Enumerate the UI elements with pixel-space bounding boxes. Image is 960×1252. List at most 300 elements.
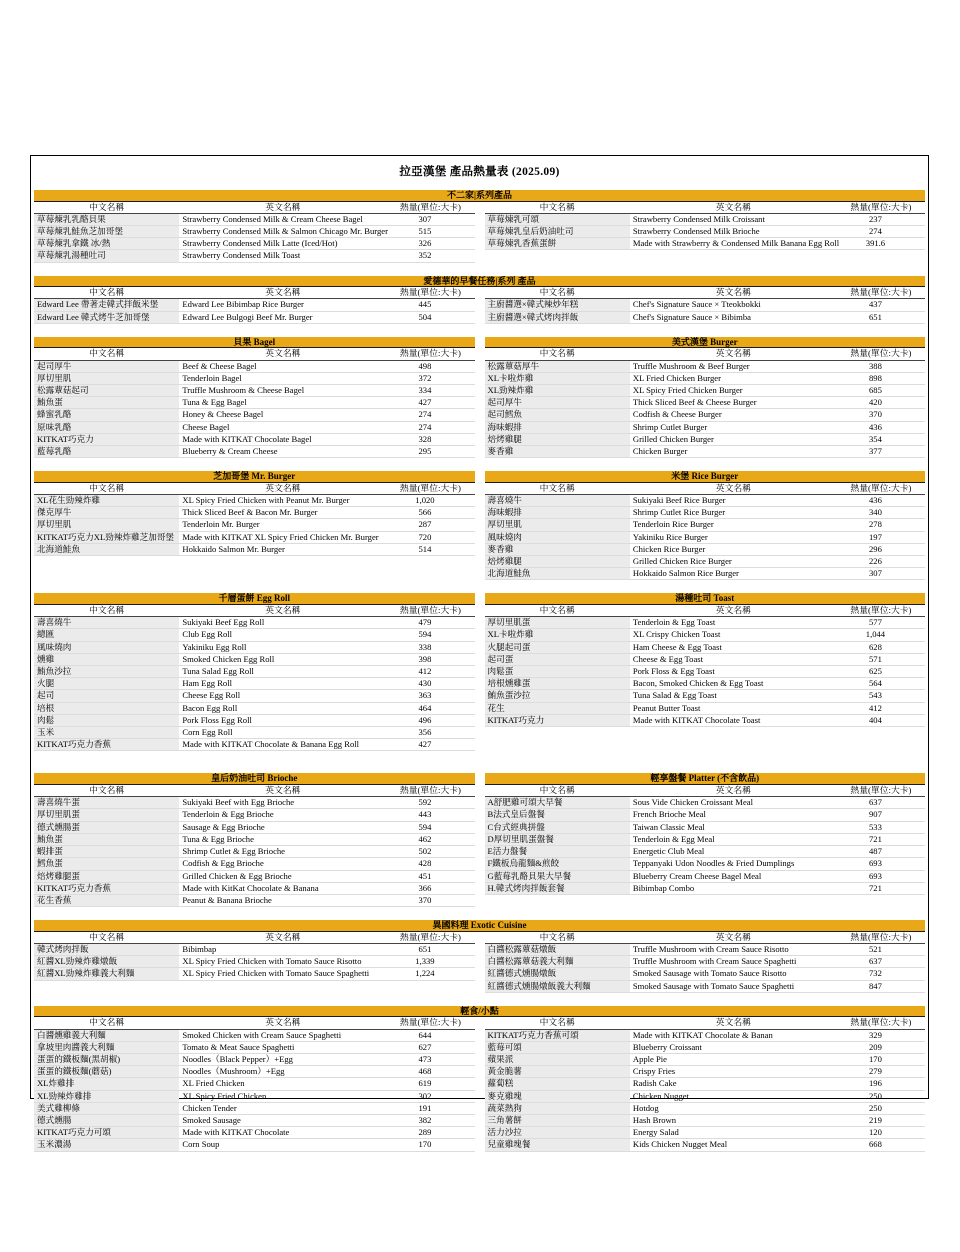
table-row	[34, 821, 475, 833]
section-columns	[34, 337, 925, 458]
item-name-en: Sausage & Egg Brioche	[179, 821, 386, 833]
item-name-zh: 紅醬XL勁辣炸雞燉飯	[34, 956, 179, 968]
right-table-wrap	[485, 773, 926, 894]
item-calories: 219	[837, 1114, 925, 1126]
item-calories: 412	[837, 702, 925, 714]
item-name-en: Peanut & Banana Brioche	[179, 894, 386, 906]
column-header-row	[485, 287, 926, 299]
column-header-zh: 中文名稱	[485, 1017, 630, 1029]
item-name-zh: 蝦排蛋	[34, 846, 179, 858]
table-row	[34, 385, 475, 397]
column-header-cal: 熱量(單位:大卡)	[386, 348, 474, 360]
item-name-zh: 培根燻雞蛋	[485, 678, 630, 690]
column-header-zh: 中文名稱	[485, 605, 630, 617]
item-name-en: Hash Brown	[630, 1114, 837, 1126]
item-calories: 594	[386, 821, 474, 833]
item-name-en: Smoked Sausage	[179, 1114, 386, 1126]
item-name-zh: KITKAT巧克力香蕉	[34, 739, 179, 751]
column-header-zh: 中文名稱	[34, 785, 179, 797]
item-name-zh: 德式燻腸蛋	[34, 821, 179, 833]
table-row	[485, 446, 926, 458]
table-row	[34, 519, 475, 531]
table-row	[485, 714, 926, 726]
item-name-zh: 厚切里肌蛋	[485, 617, 630, 629]
table-row	[34, 641, 475, 653]
table-row	[485, 846, 926, 858]
table-row	[485, 1139, 926, 1151]
item-calories: 398	[386, 653, 474, 665]
item-calories: 445	[386, 299, 474, 311]
item-name-en: Noodles（Black Pepper）+Egg	[179, 1053, 386, 1065]
item-calories: 302	[386, 1090, 474, 1102]
item-calories: 637	[837, 797, 925, 809]
item-calories: 651	[386, 943, 474, 955]
item-name-zh: 肉鬆蛋	[485, 666, 630, 678]
item-name-zh: 北海道鮭魚	[485, 568, 630, 580]
table-row	[485, 870, 926, 882]
column-header-en: 英文名稱	[179, 605, 386, 617]
item-name-zh: 紅醬XL勁辣炸雞義大利麵	[34, 968, 179, 980]
left-table-wrap	[34, 287, 475, 324]
section-columns	[34, 1017, 925, 1151]
item-name-zh: 起司	[34, 690, 179, 702]
item-name-zh: 蛋蛋的鐵板麵(黑胡椒)	[34, 1053, 179, 1065]
item-name-zh: 松露蕈菇起司	[34, 385, 179, 397]
table-row	[485, 385, 926, 397]
item-name-zh: XL勁辣炸雞排	[34, 1090, 179, 1102]
item-name-zh: 草莓煉乳湯種吐司	[34, 250, 179, 262]
column-header-en: 英文名稱	[179, 483, 386, 495]
section-header-band: 千層蛋餅 Egg Roll	[34, 593, 475, 605]
item-name-en: Hotdog	[630, 1102, 837, 1114]
right-table-wrap	[485, 1017, 926, 1151]
section-header-band: 美式漢堡 Burger	[485, 337, 926, 349]
column-header-row	[485, 605, 926, 617]
item-name-zh: 火腿起司蛋	[485, 641, 630, 653]
table-row	[485, 666, 926, 678]
table-row	[34, 250, 475, 262]
item-name-zh: 蛋蛋的鐵板麵(蘑菇)	[34, 1066, 179, 1078]
table-row	[34, 653, 475, 665]
column-header-cal: 熱量(單位:大卡)	[837, 348, 925, 360]
item-name-zh: 總匯	[34, 629, 179, 641]
calorie-table	[485, 483, 926, 581]
item-calories: 278	[837, 519, 925, 531]
item-name-en: Chef's Signature Sauce × Tteokbokki	[630, 299, 837, 311]
column-header-zh: 中文名稱	[485, 785, 630, 797]
table-row	[485, 556, 926, 568]
item-name-en: Strawberry Condensed Milk Croissant	[630, 213, 837, 225]
item-name-en: Tuna Salad Egg Roll	[179, 666, 386, 678]
item-calories: 279	[837, 1066, 925, 1078]
table-row	[34, 360, 475, 372]
item-calories: 566	[386, 507, 474, 519]
column-header-cal: 熱量(單位:大卡)	[386, 202, 474, 214]
column-header-zh: 中文名稱	[485, 202, 630, 214]
item-name-zh: 玉米濃湯	[34, 1139, 179, 1151]
item-calories: 289	[386, 1127, 474, 1139]
column-header-zh: 中文名稱	[34, 483, 179, 495]
item-name-zh: 原味乳酪	[34, 421, 179, 433]
item-name-zh: KITKAT巧克力	[485, 714, 630, 726]
item-calories: 514	[386, 543, 474, 555]
item-name-zh: KITKAT巧克力可頌	[34, 1127, 179, 1139]
table-row	[485, 543, 926, 555]
item-name-zh: 黃金脆薯	[485, 1066, 630, 1078]
item-name-en: Tenderloin Mr. Burger	[179, 519, 386, 531]
calorie-table	[485, 287, 926, 324]
column-header-zh: 中文名稱	[34, 287, 179, 299]
table-row	[485, 409, 926, 421]
item-calories: 515	[386, 226, 474, 238]
column-header-zh: 中文名稱	[485, 348, 630, 360]
item-name-en: Smoked Sausage with Tomato Sauce Spaghetti	[630, 980, 837, 992]
item-calories: 668	[837, 1139, 925, 1151]
item-name-zh: 草莓煉乳可頌	[485, 213, 630, 225]
item-name-en: XL Crispy Chicken Toast	[630, 629, 837, 641]
item-name-en: Made with Strawberry & Condensed Milk Banana Egg Roll	[630, 238, 837, 250]
item-calories: 693	[837, 870, 925, 882]
item-calories: 1,339	[386, 956, 474, 968]
item-name-en: Sous Vide Chicken Croissant Meal	[630, 797, 837, 809]
table-row	[34, 1114, 475, 1126]
table-row	[34, 968, 475, 980]
item-name-zh: XL炸雞排	[34, 1078, 179, 1090]
table-row	[485, 702, 926, 714]
table-row	[485, 1102, 926, 1114]
item-name-en: Bibimbap Combo	[630, 882, 837, 894]
item-name-zh: 厚切里肌蛋	[34, 809, 179, 821]
calorie-table	[34, 348, 475, 458]
item-name-zh: 起司鱈魚	[485, 409, 630, 421]
item-name-zh: 蜂蜜乳酪	[34, 409, 179, 421]
calorie-table	[485, 348, 926, 458]
item-name-en: Blueberry Cream Cheese Bagel Meal	[630, 870, 837, 882]
item-calories: 274	[386, 409, 474, 421]
item-name-en: Made with KITKAT Chocolate & Banan	[630, 1029, 837, 1041]
table-row	[34, 421, 475, 433]
item-name-en: Energetic Club Meal	[630, 846, 837, 858]
table-row	[485, 1053, 926, 1065]
item-name-en: Strawberry Condensed Milk Brioche	[630, 226, 837, 238]
item-calories: 443	[386, 809, 474, 821]
column-header-row	[485, 785, 926, 797]
table-row	[34, 629, 475, 641]
menu-section	[34, 276, 925, 324]
section-header-band: 不二家|系列產品	[34, 190, 925, 202]
item-calories: 594	[386, 629, 474, 641]
column-header-cal: 熱量(單位:大卡)	[837, 483, 925, 495]
item-name-zh: E活力盤餐	[485, 846, 630, 858]
table-row	[34, 833, 475, 845]
item-name-zh: 鱈魚蛋	[34, 858, 179, 870]
table-row	[485, 968, 926, 980]
table-row	[485, 495, 926, 507]
item-calories: 363	[386, 690, 474, 702]
item-calories: 437	[837, 299, 925, 311]
menu-section	[34, 1006, 925, 1152]
item-calories: 307	[837, 568, 925, 580]
item-name-en: Codfish & Egg Brioche	[179, 858, 386, 870]
column-header-en: 英文名稱	[179, 202, 386, 214]
item-calories: 412	[386, 666, 474, 678]
item-calories: 1,224	[386, 968, 474, 980]
item-calories: 287	[386, 519, 474, 531]
item-calories: 521	[837, 943, 925, 955]
left-table-wrap	[34, 593, 475, 751]
column-header-row	[485, 202, 926, 214]
item-calories: 685	[837, 385, 925, 397]
column-header-zh: 中文名稱	[34, 932, 179, 944]
item-name-en: Corn Egg Roll	[179, 727, 386, 739]
item-name-zh: 培根	[34, 702, 179, 714]
item-name-zh: 白醬燻雞義大利麵	[34, 1029, 179, 1041]
column-header-cal: 熱量(單位:大卡)	[837, 287, 925, 299]
item-name-en: Teppanyaki Udon Noodles & Fried Dumplings	[630, 858, 837, 870]
item-calories: 1,020	[386, 495, 474, 507]
table-row	[485, 943, 926, 955]
item-name-en: Tenderloin & Egg Brioche	[179, 809, 386, 821]
table-row	[34, 617, 475, 629]
item-calories: 326	[386, 238, 474, 250]
item-name-zh: 鮪魚蛋沙拉	[485, 690, 630, 702]
item-name-en: Made with KitKat Chocolate & Banana	[179, 882, 386, 894]
item-name-en: Chef's Signature Sauce × Bibimba	[630, 311, 837, 323]
item-name-zh: XL勁辣炸雞	[485, 385, 630, 397]
section-columns	[34, 593, 925, 751]
column-header-zh: 中文名稱	[34, 605, 179, 617]
item-name-zh: 花生	[485, 702, 630, 714]
section-columns	[34, 773, 925, 907]
item-name-zh: 風味燒肉	[485, 531, 630, 543]
item-name-en: Truffle Mushroom with Cream Sauce Spaghetti	[630, 956, 837, 968]
item-name-zh: 草莓煉乳皇后奶油吐司	[485, 226, 630, 238]
item-calories: 356	[386, 727, 474, 739]
item-name-en: Grilled Chicken & Egg Brioche	[179, 870, 386, 882]
item-calories: 296	[837, 543, 925, 555]
section-header-band: 異國料理 Exotic Cuisine	[34, 920, 925, 932]
table-row	[34, 870, 475, 882]
item-calories: 427	[386, 739, 474, 751]
table-row	[34, 1102, 475, 1114]
table-row	[34, 1078, 475, 1090]
item-name-en: Pork Floss Egg Roll	[179, 714, 386, 726]
column-header-cal: 熱量(單位:大卡)	[837, 785, 925, 797]
right-table-wrap	[485, 471, 926, 580]
table-row	[34, 372, 475, 384]
calorie-table	[34, 932, 475, 981]
column-header-cal: 熱量(單位:大卡)	[386, 932, 474, 944]
item-name-en: Chicken Nugget	[630, 1090, 837, 1102]
table-row	[34, 1066, 475, 1078]
item-name-zh: 起司蛋	[485, 653, 630, 665]
item-name-en: Codfish & Cheese Burger	[630, 409, 837, 421]
item-name-en: Noodles（Mushroom）+Egg	[179, 1066, 386, 1078]
item-calories: 619	[386, 1078, 474, 1090]
table-row	[485, 1114, 926, 1126]
menu-section	[34, 773, 925, 907]
item-name-en: Bacon, Smoked Chicken & Egg Toast	[630, 678, 837, 690]
section-header-band: 芝加哥堡 Mr. Burger	[34, 471, 475, 483]
item-calories: 625	[837, 666, 925, 678]
item-name-en: Blueberry & Cream Cheese	[179, 446, 386, 458]
table-row	[485, 568, 926, 580]
item-name-en: Made with KITKAT Chocolate & Banana Egg Roll	[179, 739, 386, 751]
item-name-en: Peanut Butter Toast	[630, 702, 837, 714]
column-header-row	[34, 932, 475, 944]
item-name-en: Truffle Mushroom & Cheese Bagel	[179, 385, 386, 397]
item-calories: 340	[837, 507, 925, 519]
item-name-en: Club Egg Roll	[179, 629, 386, 641]
item-name-zh: 壽喜燒牛	[485, 495, 630, 507]
item-name-en: Shrimp Cutlet Burger	[630, 421, 837, 433]
column-header-row	[34, 605, 475, 617]
item-name-zh: 麥克雞塊	[485, 1090, 630, 1102]
item-name-en: Strawberry Condensed Milk Toast	[179, 250, 386, 262]
column-header-zh: 中文名稱	[485, 932, 630, 944]
item-name-zh: 海味蝦排	[485, 421, 630, 433]
right-table-wrap	[485, 337, 926, 458]
item-calories: 209	[837, 1041, 925, 1053]
item-name-zh: 紅醬德式燻腸燉飯義大利麵	[485, 980, 630, 992]
item-name-zh: 白醬松露蕈菇義大利麵	[485, 956, 630, 968]
item-name-en: Thick Sliced Beef & Cheese Burger	[630, 397, 837, 409]
table-row	[485, 858, 926, 870]
item-name-zh: F鐵板烏龍麵&煎餃	[485, 858, 630, 870]
table-row	[485, 809, 926, 821]
item-calories: 451	[386, 870, 474, 882]
table-row	[34, 495, 475, 507]
table-row	[485, 882, 926, 894]
item-calories: 328	[386, 433, 474, 445]
table-row	[34, 446, 475, 458]
item-name-en: Corn Soup	[179, 1139, 386, 1151]
table-row	[34, 531, 475, 543]
item-name-zh: 起司厚牛	[34, 360, 179, 372]
item-name-zh: 活力沙拉	[485, 1127, 630, 1139]
item-name-zh: B法式皇后盤餐	[485, 809, 630, 821]
column-header-row	[34, 348, 475, 360]
item-calories: 420	[837, 397, 925, 409]
item-calories: 592	[386, 797, 474, 809]
item-calories: 436	[837, 421, 925, 433]
item-name-zh: 藍莓可頌	[485, 1041, 630, 1053]
table-row	[485, 507, 926, 519]
item-name-zh: 德式燻腸	[34, 1114, 179, 1126]
item-calories: 533	[837, 821, 925, 833]
item-name-en: Hokkaido Salmon Rice Burger	[630, 568, 837, 580]
calorie-table	[485, 605, 926, 727]
column-header-en: 英文名稱	[179, 1017, 386, 1029]
item-calories: 847	[837, 980, 925, 992]
table-row	[485, 629, 926, 641]
column-header-cal: 熱量(單位:大卡)	[386, 785, 474, 797]
item-calories: 197	[837, 531, 925, 543]
item-name-en: Shrimp Cutlet Rice Burger	[630, 507, 837, 519]
item-name-zh: 鮪魚蛋	[34, 833, 179, 845]
table-row	[34, 956, 475, 968]
item-name-en: Sukiyaki Beef with Egg Brioche	[179, 797, 386, 809]
right-table-wrap	[485, 593, 926, 727]
item-calories: 577	[837, 617, 925, 629]
item-calories: 637	[837, 956, 925, 968]
table-row	[34, 397, 475, 409]
table-row	[34, 1029, 475, 1041]
item-name-en: XL Spicy Fried Chicken with Tomato Sauce Spaghetti	[179, 968, 386, 980]
column-header-en: 英文名稱	[630, 785, 837, 797]
item-calories: 366	[386, 882, 474, 894]
calorie-table	[34, 1017, 475, 1151]
item-name-en: XL Fried Chicken Burger	[630, 372, 837, 384]
table-row	[485, 617, 926, 629]
item-name-en: Grilled Chicken Rice Burger	[630, 556, 837, 568]
table-row	[485, 519, 926, 531]
item-name-en: Cheese & Egg Toast	[630, 653, 837, 665]
item-calories: 732	[837, 968, 925, 980]
item-name-zh: H.韓式烤肉拌飯套餐	[485, 882, 630, 894]
item-name-en: Tenderloin Bagel	[179, 372, 386, 384]
column-header-row	[485, 1017, 926, 1029]
table-row	[34, 727, 475, 739]
item-name-zh: 紅醬德式燻腸燉飯	[485, 968, 630, 980]
item-name-en: Sukiyaki Beef Egg Roll	[179, 617, 386, 629]
item-name-en: Grilled Chicken Burger	[630, 433, 837, 445]
item-name-en: Thick Sliced Beef & Bacon Mr. Burger	[179, 507, 386, 519]
calorie-sheet-document	[30, 155, 929, 1150]
item-name-en: Smoked Sausage with Tomato Sauce Risotto	[630, 968, 837, 980]
item-name-zh: 草莓煉乳香蕉蛋餅	[485, 238, 630, 250]
item-calories: 338	[386, 641, 474, 653]
item-name-en: XL Spicy Fried Chicken	[179, 1090, 386, 1102]
calorie-table	[485, 785, 926, 895]
item-name-en: Pork Floss & Egg Toast	[630, 666, 837, 678]
item-calories: 388	[837, 360, 925, 372]
item-name-zh: KITKAT巧克力	[34, 433, 179, 445]
item-name-zh: 風味燒肉	[34, 641, 179, 653]
table-row	[485, 311, 926, 323]
item-name-zh: 燻雞	[34, 653, 179, 665]
item-calories: 693	[837, 858, 925, 870]
item-calories: 564	[837, 678, 925, 690]
item-name-en: Yakiniku Rice Burger	[630, 531, 837, 543]
table-row	[34, 809, 475, 821]
right-table-wrap	[485, 202, 926, 251]
column-header-cal: 熱量(單位:大卡)	[386, 605, 474, 617]
column-header-cal: 熱量(單位:大卡)	[837, 202, 925, 214]
item-calories: 295	[386, 446, 474, 458]
column-header-row	[34, 1017, 475, 1029]
item-calories: 479	[386, 617, 474, 629]
column-header-cal: 熱量(單位:大卡)	[386, 1017, 474, 1029]
table-row	[34, 690, 475, 702]
table-row	[34, 213, 475, 225]
item-name-en: Tenderloin & Egg Toast	[630, 617, 837, 629]
item-name-en: Radish Cake	[630, 1078, 837, 1090]
section-header-band: 湯種吐司 Toast	[485, 593, 926, 605]
table-row	[34, 1053, 475, 1065]
left-table-wrap	[34, 202, 475, 263]
item-calories: 274	[386, 421, 474, 433]
item-name-en: Bacon Egg Roll	[179, 702, 386, 714]
item-calories: 496	[386, 714, 474, 726]
table-row	[34, 739, 475, 751]
item-name-zh: 三角薯餅	[485, 1114, 630, 1126]
table-row	[34, 226, 475, 238]
table-row	[34, 1139, 475, 1151]
item-calories: 307	[386, 213, 474, 225]
item-calories: 329	[837, 1029, 925, 1041]
item-name-en: XL Fried Chicken	[179, 1078, 386, 1090]
